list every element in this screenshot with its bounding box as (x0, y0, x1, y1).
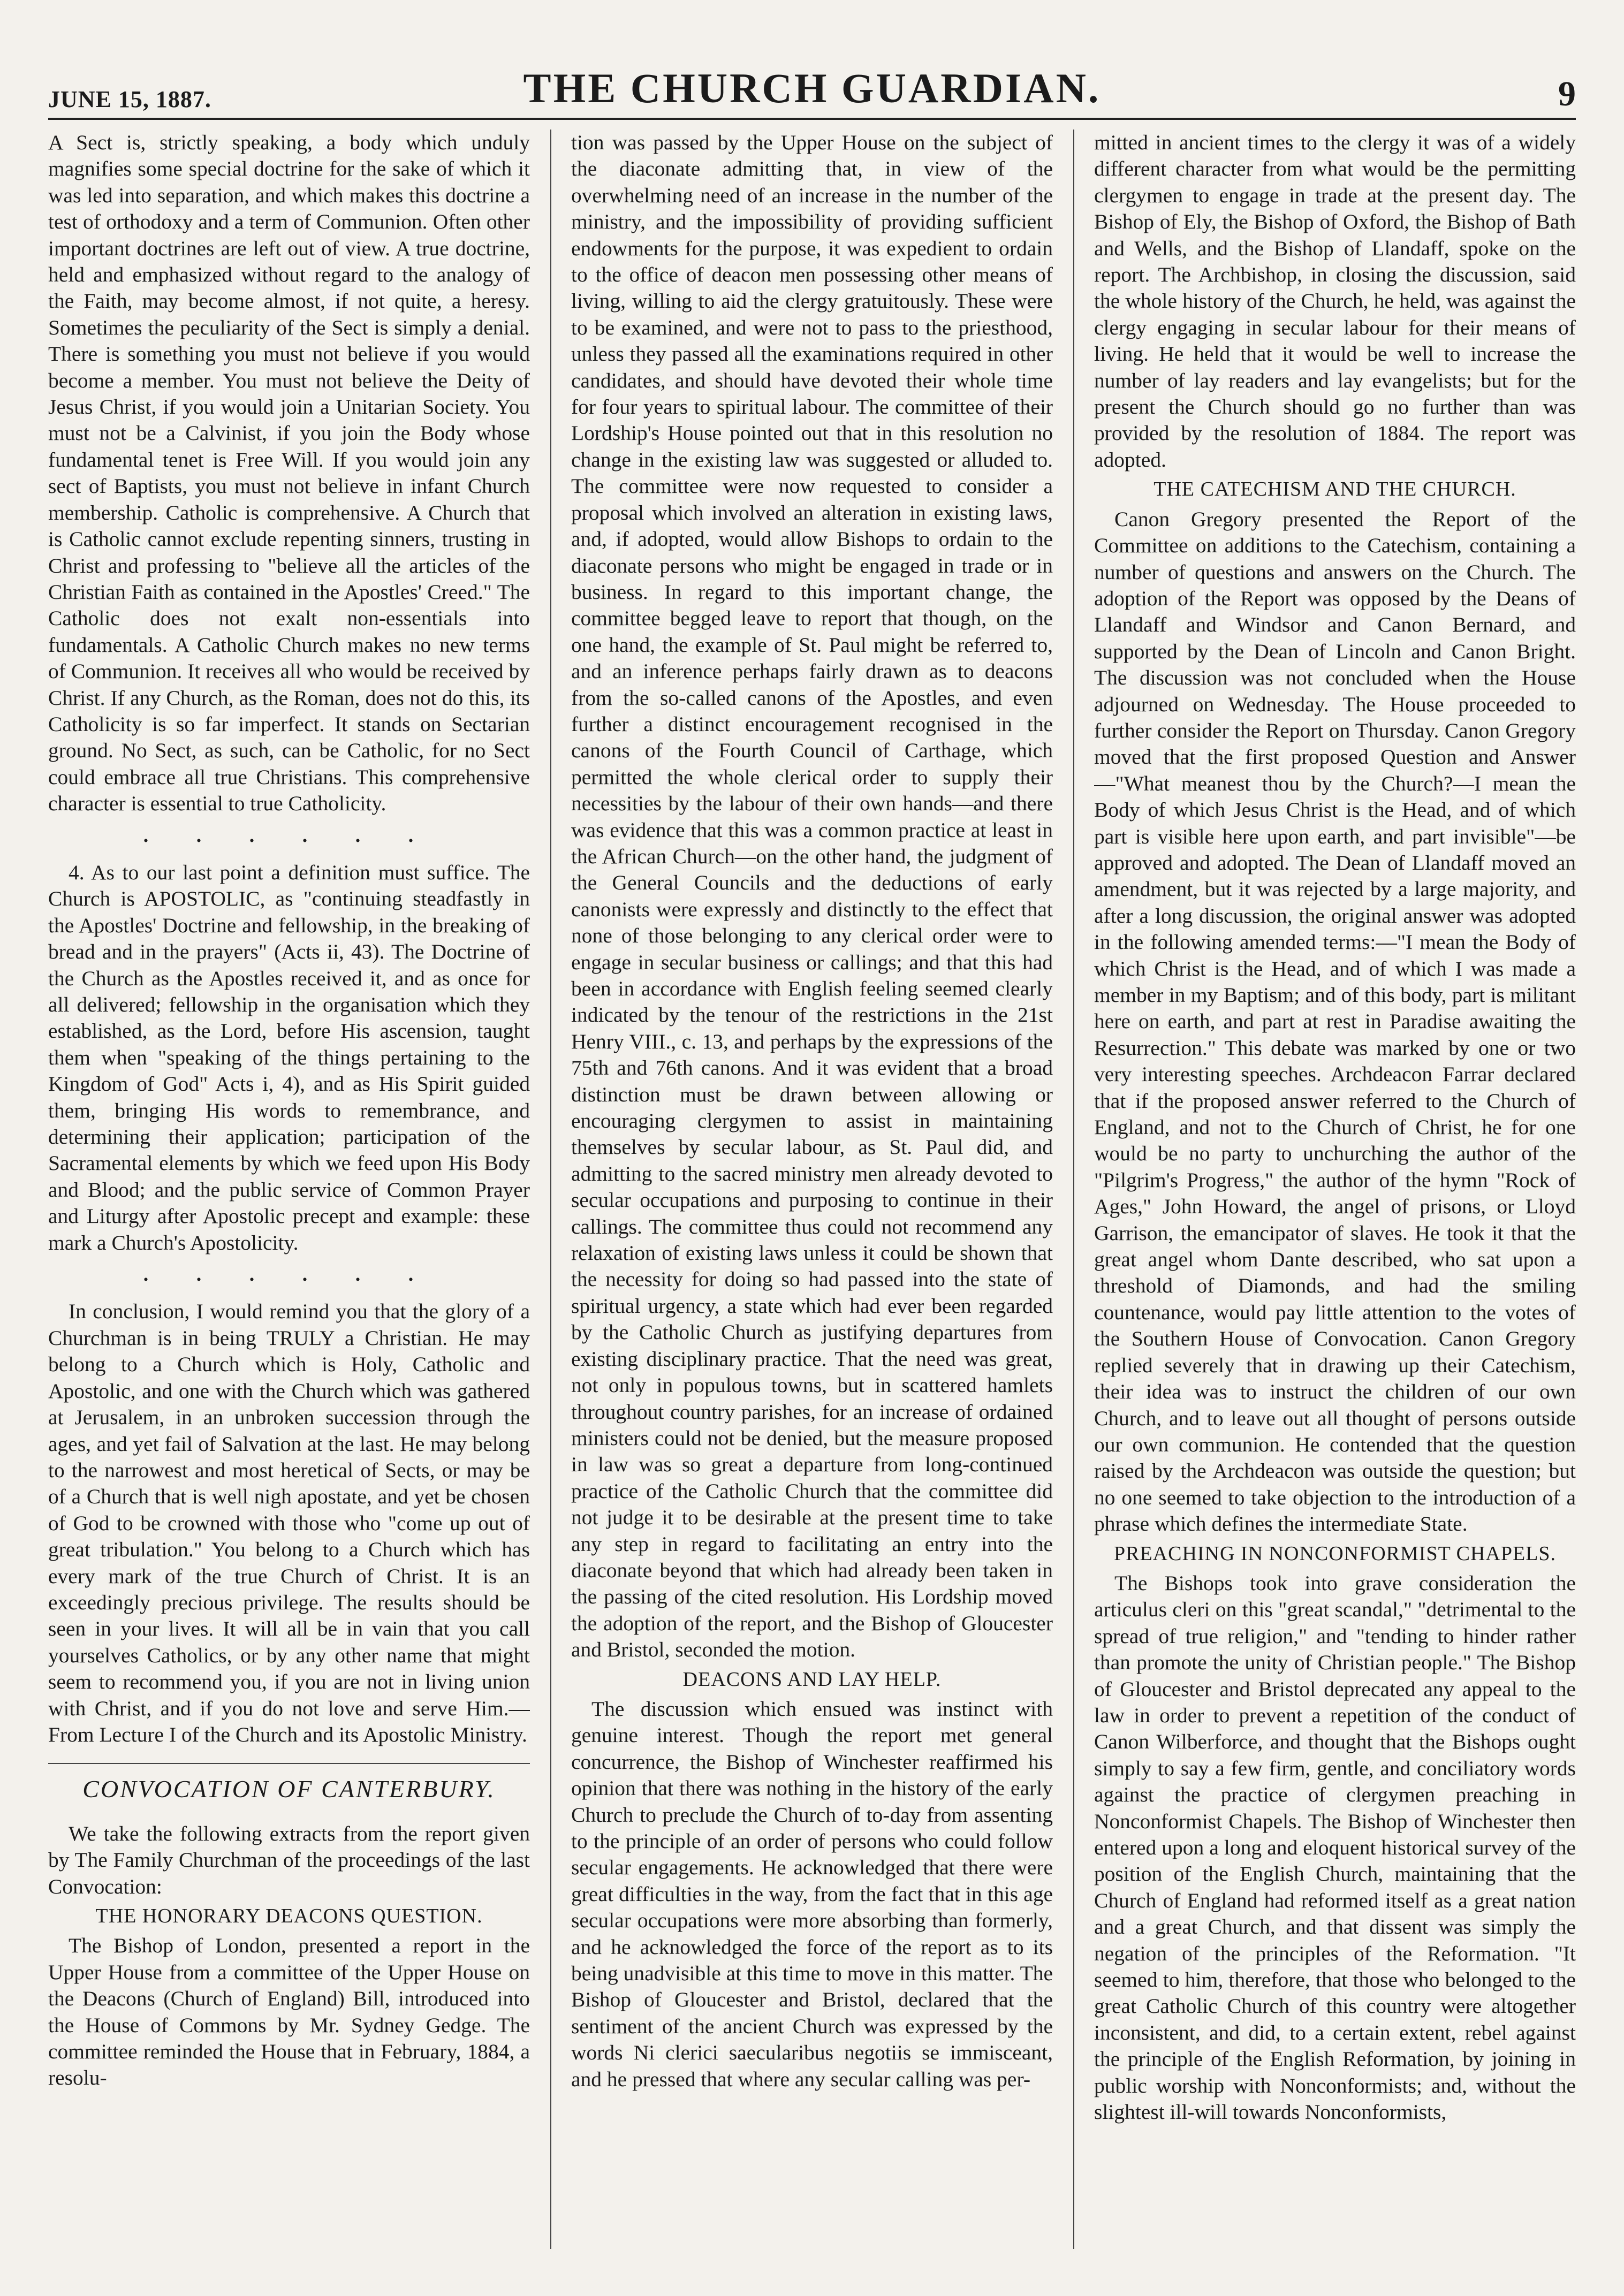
paragraph: The discussion which ensued was instinct with genuine interest. Though the report met general concurrence, the Bishop of Winchester reaffirmed his opinion that there was nothing in the history of the early Church to preclude the Church of to-day from assenting to the principle of an order of persons who could follow secular engagements. He acknowledged that there were great difficulties in the way, from the fact that in this age secular occupations were more absorbing than formerly, and he acknowledged the force of the report as to its being unadvisible at this time to move in this matter. The Bishop of Gloucester and Bristol, declared that the sentiment of the ancient Church was expressed by the words Ni clerici saecularibus negotiis se immisceant, and he pressed that where any secular calling was per- (571, 1697, 1053, 2091)
subheading: PREACHING IN NONCONFORMIST CHAPELS. (1113, 1542, 1557, 1565)
ellipsis-separator: . . . . . . (143, 1263, 435, 1286)
column-divider (1073, 130, 1074, 2249)
paragraph: In conclusion, I would remind you that the glory of a Churchman is in being TRULY a Christian. He may belong to a Church which is Holy, Catholic and Apostolic, and one with the Church which was gathered at Jerusalem, in an unbroken succession through the ages, and yet fail of Salvation at the last. He may belong to the narrowest and most heretical of Sects, or may be of a Church that is well nigh apostate, and yet be chosen of God to be crowned with those who "come up out of great tribulation." You belong to a Church which has every mark of the true Church of Christ. It is an exceedingly precious privilege. The results should be seen in your lives. It will all be in vain that you call yourselves Catholics, or by any other name that might seem to recommend you, if you are not in living union with Christ, and if you do not love and serve Him.— From Lecture I of the Church and its Apostolic Ministry. (48, 1299, 530, 1746)
column-2 (571, 130, 1053, 2249)
paragraph: mitted in ancient times to the clergy it was of a widely different character from what would be the permitting clergymen to engage in trade at the present day. The Bishop of Ely, the Bishop of Oxford, the Bishop of Bath and Wells, and the Bishop of Llandaff, spoke on the report. The Archbishop, in closing the discussion, said the whole history of the Church, he held, was against the clergy engaging in secular labour for their means of living. He held that it would be well to increase the number of lay readers and lay evangelists; but for the present the Church should go no further than was provided by the resolution of 1884. The report was adopted. (1094, 131, 1576, 472)
paragraph: tion was passed by the Upper House on the subject of the diaconate admitting that, in view of the overwhelming need of an increase in the number of the ministry, and the impossibility of providing sufficient endowments for the purpose, it was expedient to ordain to the office of deacon men possessing other means of living, willing to aid the clergy gratuitously. These were to be examined, and were not to pass to the priesthood, unless they passed all the examinations required in other candidates, and should have devoted their whole time for four years to spiritual labour. The committee of their Lordship's House pointed out that in this resolution no change in the existing law was suggested or alluded to. The committee were now requested to consider a proposal which involved an alteration in existing laws, and, if adopted, would allow Bishops to ordain to the diaconate persons who might be engaged in trade or in business. In regard to this important change, the committee begged leave to report that though, on the one hand, the example of St. Paul might be referred to, and an inference perhaps fairly drawn as to deacons from the so-called canons of the Apostles, and even further a distinct encouragement recognised in the canons of the Fourth Council of Carthage, which permitted the whole clerical order to supply their necessities by the labour of their own hands—and there was evidence that this was a common practice at least in the African Church—on the other hand, the judgment of the General Councils and the deductions of early canonists were expressly and distinctly to the effect that none of those belonging to any clerical order were to engage in secular business or callings; and that this had been in accordance with English feeling seemed clearly indicated by the tenour of the restrictions in the 21st Henry VIII., c. 13, and perhaps by the expressions of the 75th and 76th canons. And it was evident that a broad distinction must be drawn between allowing or encouraging clergymen to assist in maintaining themselves by secular labour, as St. Paul did, and admitting to the sacred ministry men already devoted to secular occupations and purposing to continue in their callings. The committee thus could not recommend any relaxation of existing laws unless it could be shown that the necessity for doing so had passed into the state of spiritual urgency, a state which had ever been regarded by the Catholic Church as justifying departures from existing disciplinary practice. That the need was great, not only in populous towns, but in scattered hamlets throughout country parishes, for an increase of ordained ministers could not be denied, but the measure proposed in law was so great a departure from long-continued practice of the Catholic Church that the committee did not judge it to be desirable at the present time to take any step in regard to facilitating an entry into the diaconate beyond that which had already been taken in the passing of the cited resolution. His Lordship moved the adoption of the report, and the Bishop of Gloucester and Bristol, seconded the motion. (571, 131, 1053, 1662)
page-header (48, 64, 1576, 118)
paragraph: The Bishops took into grave consideration the articulus cleri on this "great scandal," "detrimental to the spread of true religion," and "tending to hinder rather than promote the unity of Christian people." The Bishop of Gloucester and Bristol deprecated any appeal to the law in order to prevent a repetition of the conduct of Canon Wilberforce, and thought that the Bishops ought simply to say a few firm, gentle, and conciliatory words against the practice of clergymen preaching in Nonconformist Chapels. The Bishop of Winchester then entered upon a long and eloquent historical survey of the position of the English Church, maintaining that the Church of England had reformed itself as a great nation and a great Church, and that dissent was simply the negation of the principles of the Reformation. "It seemed to him, therefore, that those who belonged to the great Catholic Church of this country were altogether inconsistent, and did, to a certain extent, rebel against the principle of the English Reformation, by joining in public worship with Nonconformists; and, without the slightest ill-will towards Nonconformists, (1094, 1571, 1576, 2124)
article-columns (48, 130, 1576, 2254)
paragraph: 4. As to our last point a definition must suffice. The Church is APOSTOLIC, as "continuing steadfastly in the Apostles' Doctrine and fellowship, in the breaking of bread and in the prayers" (Acts ii, 43). The Doctrine of the Church as the Apostles received it, and as once for all delivered; fellowship in the organisation which they established, as the Lord, before His ascension, taught them when "speaking of the things pertaining to the Kingdom of God" Acts i, 4), and as His Spirit guided them, bringing His words to remembrance, and determining their application; participation of the Sacramental elements by which we feed upon His Body and Blood; and the public service of Common Prayer and Liturgy after Apostolic precept and example: these mark a Church's Apostolicity. (48, 860, 530, 1255)
header-rule (48, 118, 1576, 120)
ellipsis-separator: . . . . . . (143, 824, 435, 847)
masthead-title: THE CHURCH GUARDIAN. (523, 65, 1101, 111)
paragraph: A Sect is, strictly speaking, a body which unduly magnifies some special doctrine for the sake of which it was led into separation, and which makes this doctrine a test of orthodoxy and a term of Communion. Often other important doctrines are left out of view. A true doctrine, held and emphasized without regard to the analogy of the Faith, may become almost, if not quite, a heresy. Sometimes the peculiarity of the Sect is simply a denial. There is something you must not believe if you would become a member. You must not believe the Deity of Jesus Christ, if you would join a Unitarian Society. You must not be a Calvinist, if you join the Body whose fundamental tenet is Free Will. If you would join any sect of Baptists, you must not believe in infant Church membership. Catholic is comprehensive. A Church that is Catholic cannot exclude repenting sinners, trusting in Christ and professing to "believe all the articles of the Christian Faith as contained in the Apostles' Creed." The Catholic does not exalt non-essentials into fundamentals. A Catholic Church makes no new terms of Communion. It receives all who would be received by Christ. If any Church, as the Roman, does not do this, its Catholicity is so far imperfect. It stands on Sectarian ground. No Sect, as such, can be Catholic, for no Sect could embrace all true Christians. This comprehensive character is essential to true Catholicity. (48, 131, 530, 816)
page-number: 9 (1558, 74, 1576, 113)
subheading: DEACONS AND LAY HELP. (682, 1668, 942, 1691)
issue-date: JUNE 15, 1887. (48, 86, 211, 112)
column-divider (550, 130, 551, 2249)
paragraph: The Bishop of London, presented a report in the Upper House from a committee of the Upper House on the Deacons (Church of England) Bill, introduced into the House of Commons by Mr. Sydney Gedge. The committee reminded the House that in February, 1884, a resolu- (48, 1934, 530, 2090)
subheading: THE HONORARY DEACONS QUESTION. (95, 1905, 483, 1927)
column-3 (1094, 130, 1576, 2249)
column-1 (48, 130, 530, 2249)
subheading: THE CATECHISM AND THE CHURCH. (1154, 478, 1516, 501)
section-title: CONVOCATION OF CANTERBURY. (48, 1763, 530, 1802)
paragraph: We take the following extracts from the report given by The Family Churchman of the proceedings of the last Convocation: (48, 1821, 530, 1898)
paragraph: Canon Gregory presented the Report of the Committee on additions to the Catechism, containing a number of questions and answers on the Church. The adoption of the Report was opposed by the Deans of Llandaff and Windsor and Canon Bernard, and supported by the Dean of Lincoln and Canon Bright. The discussion was not concluded when the House adjourned on Wednesday. The House proceeded to further consider the Report on Thursday. Canon Gregory moved that the first proposed Question and Answer—"What meanest thou by the Church?—I mean the Body of which Jesus Christ is the Head, and of which part is visible here upon earth, and part invisible"—be approved and adopted. The Dean of Llandaff moved an amendment, but it was rejected by a large majority, and after a long discussion, the original answer was adopted in the following amended terms:—"I mean the Body of which Christ is the Head, and of which I was made a member in my Baptism; and of this body, part is militant here on earth, and part at rest in Paradise awaiting the Resurrection." This debate was marked by one or two very interesting speeches. Archdeacon Farrar declared that if the proposed answer referred to the Church of England, and not to the Church of Christ, he for one would be no party to unchurching the author of the "Pilgrim's Progress," the author of the hymn "Rock of Ages," John Howard, the angel of prisons, or Lloyd Garrison, the emancipator of slaves. He took it that the great angel whom Dante described, who sat upon a threshold of Diamonds, and had the smiling countenance, would pay little attention to the votes of the Southern House of Convocation. Canon Gregory replied severely that in drawing up their Catechism, their idea was to instruct the children of our own Church, and to leave out all thought of persons outside our own communion. He contended that the question raised by the Archdeacon was outside the question; but no one seemed to take objection to the introduction of a phrase which defines the intermediate State. (1094, 507, 1576, 1536)
